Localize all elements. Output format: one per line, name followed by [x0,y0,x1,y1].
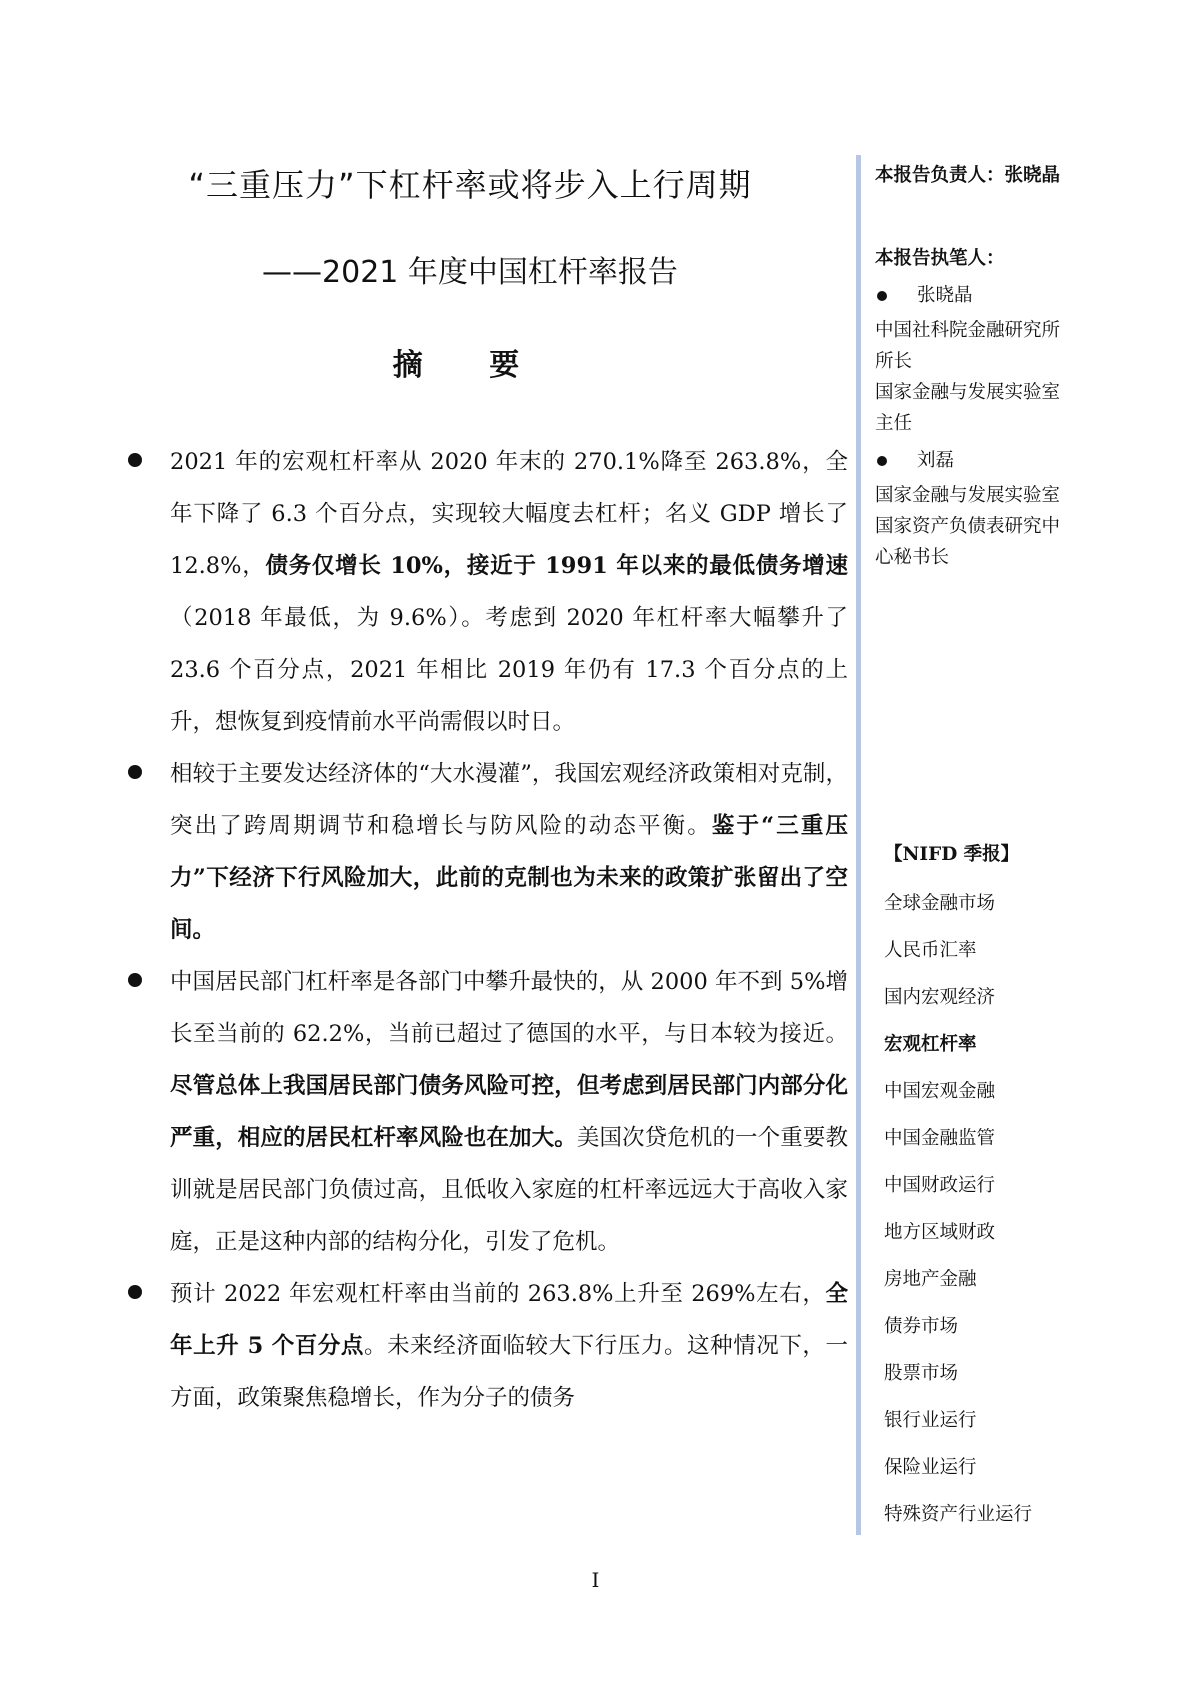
nifd-item[interactable]: 股票市场 [884,1363,959,1384]
bullet-dot-icon [128,453,142,467]
bullet-text [170,436,848,748]
nifd-item[interactable]: 国内宏观经济 [884,987,996,1008]
bullet-text [170,1268,848,1424]
nifd-item[interactable]: 特殊资产行业运行 [884,1504,1033,1525]
bullet-text-bold: 尽管总体上我国居民部门债务风险可控，但考虑到居民部门内部分化严重，相应的居民杠杆率风险也在加大。 [170,1073,848,1151]
sidebar-authors [875,160,1175,573]
abstract-bullet [128,956,848,1268]
author-name: 张晓晶 [917,285,973,306]
nifd-item[interactable]: 债券市场 [884,1316,959,1337]
author-affiliation: 心秘书长 [875,547,950,568]
abstract-bullet [128,1268,848,1424]
author-affiliation: 国家金融与发展实验室 [875,382,1061,403]
bullet-text-segment: 预计 2022 年宏观杠杆率由当前的 263.8%上升至 269%左右， [170,1281,826,1307]
nifd-item[interactable]: 人民币汇率 [884,940,977,961]
bullet-dot-icon [128,973,142,987]
nifd-item[interactable]: 宏观杠杆率 [884,1034,977,1055]
bullet-dot-icon [128,765,142,779]
author-affiliation: 主任 [875,413,913,434]
author-affiliation: 中国社科院金融研究所 [875,320,1061,341]
author-affiliation: 所长 [875,351,913,372]
bullet-text-segment: 美国次贷危机的一个重要教训就是居民部门负债过高，且低收入家庭的杠杆率远远大于高收入家庭，正是这种内部的结构分化，引发了危机。 [170,1125,848,1255]
report-title: “三重压力”下杠杆率或将步入上行周期 [188,166,752,204]
bullet-text [170,956,848,1268]
bullet-text [170,748,848,956]
bullet-dot-icon [877,291,887,301]
page-number: I [591,1568,600,1592]
authors-label: 本报告执笔人： [875,248,1005,269]
abstract-bullet [128,436,848,748]
bullet-text-bold: 全年上升 5 个百分点 [170,1281,848,1359]
nifd-item[interactable]: 地方区域财政 [884,1222,996,1243]
nifd-item[interactable]: 中国金融监管 [884,1128,996,1149]
sidebar-divider [856,155,861,1535]
author-entry [875,280,1175,311]
nifd-item[interactable]: 全球金融市场 [884,893,996,914]
bullet-text-segment: 中国居民部门杠杆率是各部门中攀升最快的，从 2000 年不到 5%增长至当前的 62.2%，当前已超过了德国的水平，与日本较为接近。 [170,969,848,1047]
nifd-item[interactable]: 中国财政运行 [884,1175,996,1196]
bullet-text-segment: 2021 年的宏观杠杆率从 2020 年末的 270.1%降至 263.8%，全年下降了 6.3 个百分点，实现较大幅度去杠杆；名义 GDP 增长了 12.8%， [170,449,848,579]
nifd-item[interactable]: 保险业运行 [884,1457,977,1478]
bullet-text-segment: 相较于主要发达经济体的“大水漫灌”，我国宏观经济政策相对克制，突出了跨周期调节和稳增长与防风险的动态平衡。 [170,761,848,839]
abstract-bullet-list [128,436,848,1424]
responsible-label: 本报告负责人：张晓晶 [875,165,1061,186]
bullet-text-bold: 债务仅增长 10%，接近于 1991 年以来的最低债务增速 [265,553,848,579]
abstract-heading: 摘 要 [392,348,548,383]
nifd-item[interactable]: 中国宏观金融 [884,1081,996,1102]
author-affiliation: 国家资产负债表研究中 [875,516,1061,537]
author-affiliation: 国家金融与发展实验室 [875,485,1061,506]
report-subtitle: ——2021 年度中国杠杆率报告 [262,255,678,290]
bullet-text-bold: 鉴于“三重压力”下经济下行风险加大，此前的克制也为未来的政策扩张留出了空间。 [170,813,848,943]
bullet-dot-icon [877,456,887,466]
nifd-item[interactable]: 房地产金融 [884,1269,977,1290]
bullet-dot-icon [128,1285,142,1299]
author-entry [875,445,1175,476]
nifd-heading: 【NIFD 季报】 [884,844,1020,865]
bullet-text-segment: 。未来经济面临较大下行压力。这种情况下，一方面，政策聚焦稳增长，作为分子的债务 [170,1333,848,1411]
author-name: 刘磊 [917,450,955,471]
abstract-bullet [128,748,848,956]
nifd-item[interactable]: 银行业运行 [884,1410,977,1431]
bullet-text-segment: （2018 年最低，为 9.6%）。考虑到 2020 年杠杆率大幅攀升了 23.6 个百分点，2021 年相比 2019 年仍有 17.3 个百分点的上升，想恢复到疫情前水平尚需假以时日。 [170,605,848,735]
nifd-quarterly-list [884,840,1144,1538]
